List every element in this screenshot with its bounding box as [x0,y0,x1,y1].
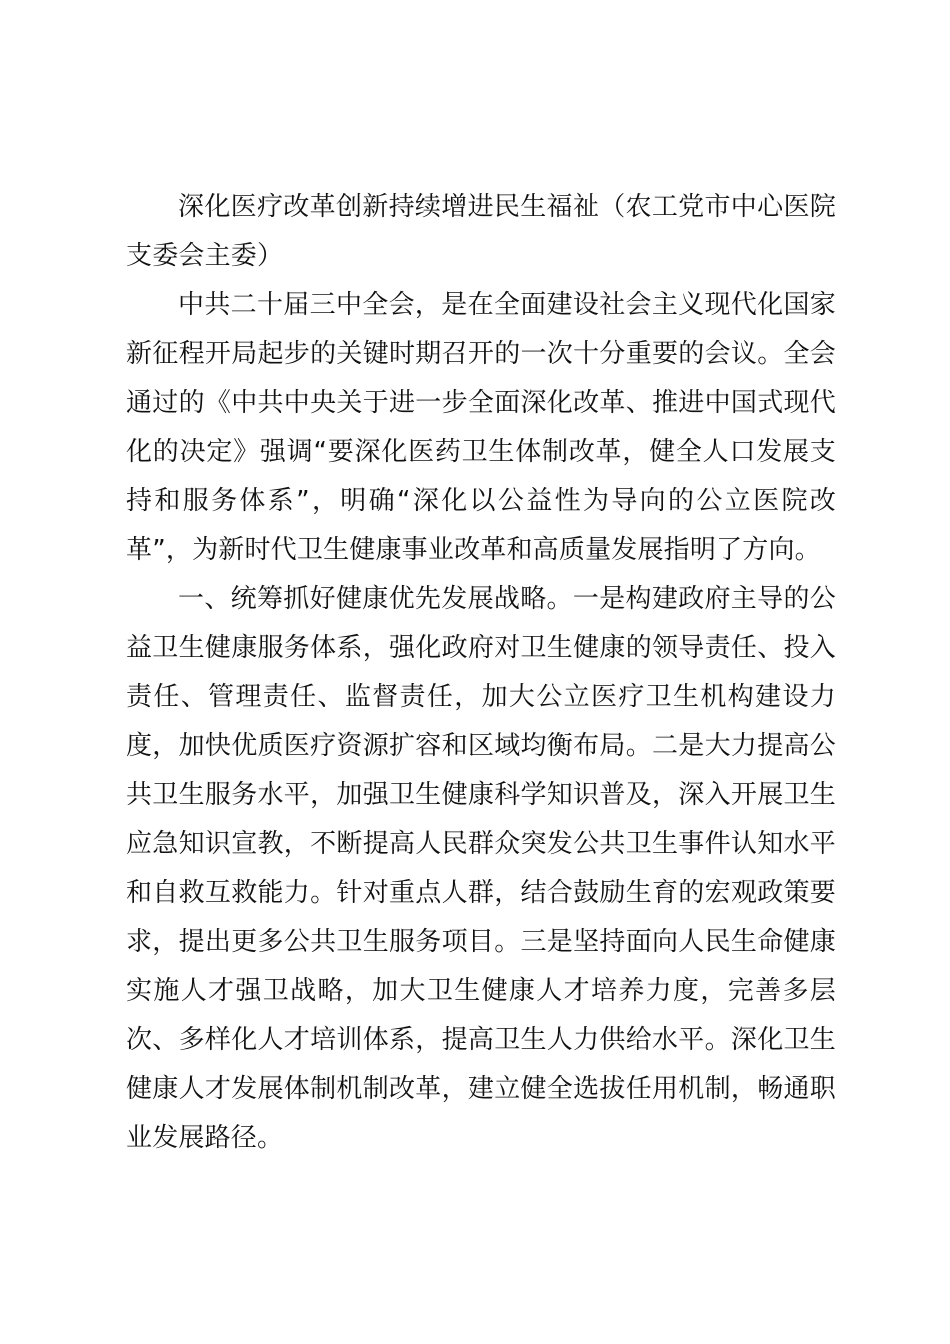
document-body [126,183,836,1163]
paragraph-intro: 中共二十届三中全会，是在全面建设社会主义现代化国家新征程开局起步的关键时期召开的一次十分重要的会议。全会通过的《中共中央关于进一步全面深化改革、推进中国式现代化的决定》强调“要深化医药卫生体制改革，健全人口发展支持和服务体系”，明确“深化以公益性为导向的公立医院改革”，为新时代卫生健康事业改革和高质量发展指明了方向。 [126,290,836,565]
document-title: 深化医疗改革创新持续增进民生福祉（农工党市中心医院支委会主委） [126,192,836,271]
paragraph-section-one: 一、统筹抓好健康优先发展战略。一是构建政府主导的公益卫生健康服务体系，强化政府对卫生健康的领导责任、投入责任、管理责任、监督责任，加大公立医疗卫生机构建设力度，加快优质医疗资源扩容和区域均衡布局。二是大力提高公共卫生服务水平，加强卫生健康科学知识普及，深入开展卫生应急知识宣教，不断提高人民群众突发公共卫生事件认知水平和自救互救能力。针对重点人群，结合鼓励生育的宏观政策要求，提出更多公共卫生服务项目。三是坚持面向人民生命健康实施人才强卫战略，加大卫生健康人才培养力度，完善多层次、多样化人才培训体系，提高卫生人力供给水平。深化卫生健康人才发展体制机制改革，建立健全选拔任用机制，畅通职业发展路径。 [126,584,836,1153]
